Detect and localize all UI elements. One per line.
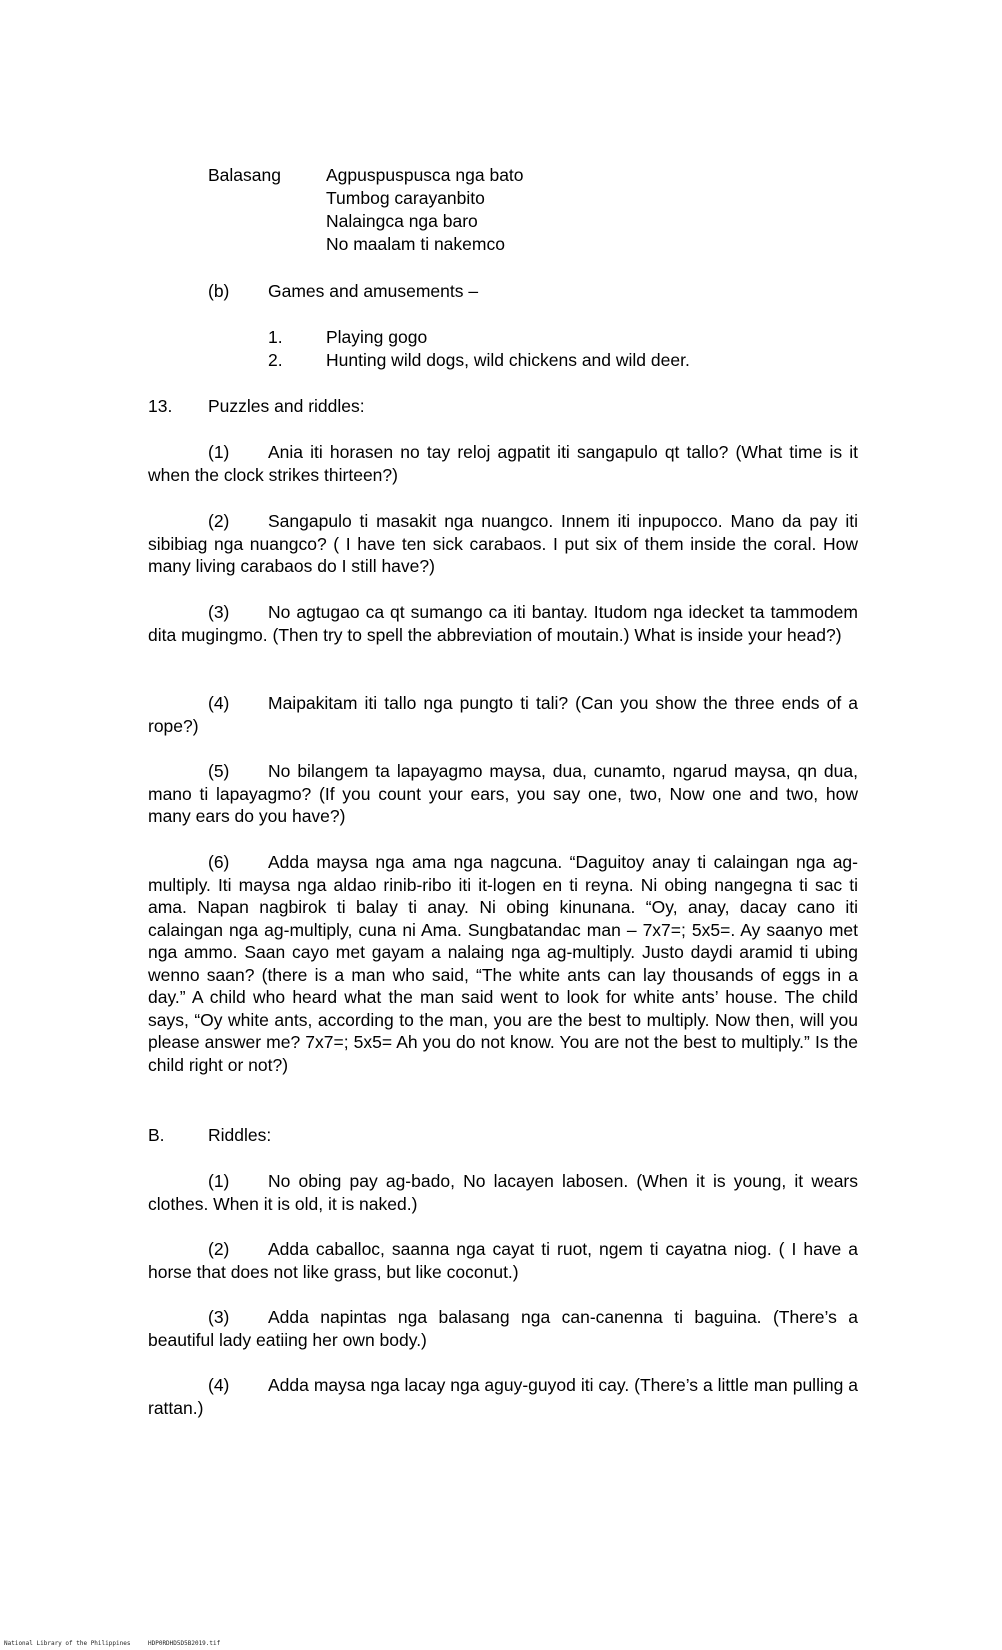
puzzle-item <box>148 760 858 828</box>
footer-file-id: HDP0RDHD5D5B2019.tif <box>148 1640 221 1647</box>
puzzle-item-text: Ania iti horasen no tay reloj agpatit iti sangapulo qt tallo? (What time is it when the clock strikes thirteen?) <box>148 442 858 485</box>
puzzle-item-number: (6) <box>208 852 230 872</box>
footer-library-stamp: National Library of the Philippines <box>4 1640 131 1647</box>
riddle-item-number: (3) <box>208 1307 230 1327</box>
riddle-item-number: (4) <box>208 1375 230 1395</box>
puzzle-item-text: Sangapulo ti masakit nga nuangco. Innem iti inpupocco. Mano da pay iti sibibiag nga nuangco? ( I have ten sick carabaos. I put six of them inside the coral. How many living carabaos do I still have?) <box>148 511 858 576</box>
games-item-text: Playing gogo <box>326 327 428 347</box>
puzzle-item-text: No bilangem ta lapayagmo maysa, dua, cunamto, ngarud maysa, qn dua, mano ti lapayagmo? (If you count your ears, you say one, two, Now one and two, how many ears do you have?) <box>148 761 858 826</box>
section-13-title: Puzzles and riddles: <box>208 396 365 416</box>
games-title: Games and amusements – <box>268 281 479 301</box>
puzzle-item <box>148 692 858 737</box>
puzzle-item-number: (2) <box>208 511 230 531</box>
games-marker: (b) <box>208 281 230 301</box>
verse-label: Balasang <box>208 165 281 185</box>
games-item-text: Hunting wild dogs, wild chickens and wild deer. <box>326 350 690 370</box>
games-item-number: 1. <box>268 327 283 347</box>
verse-line: Nalaingca nga baro <box>326 211 478 231</box>
verse-line: Agpuspuspusca nga bato <box>326 165 524 185</box>
puzzle-item-number: (4) <box>208 693 230 713</box>
section-13-number: 13. <box>148 396 173 416</box>
puzzle-item-text: Adda maysa nga ama nga nagcuna. “Daguitoy anay ti calaingan nga ag-multiply. Iti maysa nga aldao rinib-ribo iti it-logen en ti reyna. Ni obing nangegna ti sac ti ama. Napan nagbirok ti balay ti anay. Ni obing kinunana. “Oy, anay, dacay cano iti calaingan nga ag-multiply, cuna ni Ama. Sungbatandac man – 7x7=; 5x5=. Ay saanyo met nga ammo. Saan cayo met gayam a nalaing nga ag-multiply. Justo daydi aramid ti ubing wenno saan? (there is a man who said, “The white ants can lay thousands of eggs in a day.” A child who heard what the man said went to look for white ants’ house. The child says, “Oy white ants, according to the man, you are the best to multiply. Now then, will you please answer me? 7x7=; 5x5= Ah you do not know. You are not the best to multiply.” Is the child right or not?) <box>148 852 858 1075</box>
riddle-item <box>148 1306 858 1351</box>
puzzle-item-number: (1) <box>208 442 230 462</box>
section-b-title: Riddles: <box>208 1125 272 1145</box>
riddle-item <box>148 1374 858 1419</box>
riddle-item <box>148 1170 858 1215</box>
puzzle-item-number: (5) <box>208 761 230 781</box>
riddle-item-text: Adda napintas nga balasang nga can-canenna ti baguina. (There’s a beautiful lady eatiing her own body.) <box>148 1307 858 1350</box>
riddle-item-text: Adda maysa nga lacay nga aguy-guyod iti cay. (There’s a little man pulling a rattan.) <box>148 1375 858 1418</box>
section-b-number: B. <box>148 1125 165 1145</box>
riddle-item-number: (1) <box>208 1171 230 1191</box>
puzzle-item <box>148 601 858 646</box>
verse-line: No maalam ti nakemco <box>326 234 505 254</box>
puzzle-item-text: No agtugao ca qt sumango ca iti bantay. Itudom nga idecket ta tammodem dita mugingmo. (Then try to spell the abbreviation of moutain.) What is inside your head?) <box>148 602 858 645</box>
puzzle-item-text: Maipakitam iti tallo nga pungto ti tali? (Can you show the three ends of a rope?) <box>148 693 858 736</box>
puzzle-item <box>148 441 858 486</box>
verse-line: Tumbog carayanbito <box>326 188 485 208</box>
puzzle-item-number: (3) <box>208 602 230 622</box>
puzzle-item <box>148 510 858 578</box>
riddle-item-number: (2) <box>208 1239 230 1259</box>
games-item-number: 2. <box>268 350 283 370</box>
riddle-item-text: No obing pay ag-bado, No lacayen labosen. (When it is young, it wears clothes. When it is old, it is naked.) <box>148 1171 858 1214</box>
puzzle-item <box>148 851 858 1076</box>
riddle-item-text: Adda caballoc, saanna nga cayat ti ruot, ngem ti cayatna niog. ( I have a horse that does not like grass, but like coconut.) <box>148 1239 858 1282</box>
riddle-item <box>148 1238 858 1283</box>
